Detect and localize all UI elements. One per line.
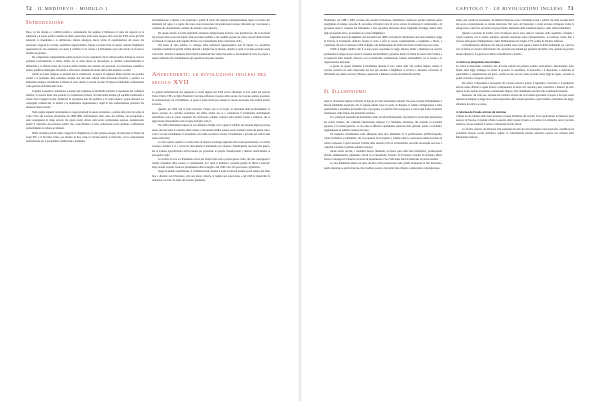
paragraph: Per evitare il dispotismo è necessario che il potere arresti il potere: il legislativo, l'esecutivo e il giudiziario devono essere affidati a organi diversi e indipendenti, in modo che ciascuno possa controllare e limitare gli altri. Questa teoria, ispirata al modello costituzionale inglese, ebbe un'influenza enorme sulle costituzioni moderne. bbox=[456, 81, 574, 94]
paragraph: Anche sul piano religioso le tensioni non si esauriscono: le guerre di religione hanno lasciato una pesante eredità e il problema della tolleranza diventa uno dei temi centrali della riflessione filosofica e politica. Le minoranze religiose rivendicano la libertà di culto, mentre i sovrani cercano di imporre l'uniformità confessionale come garanzia dell'unità dello Stato. bbox=[26, 72, 144, 89]
left-running-title: IL MEDIOEVO · MODULO 1 bbox=[37, 6, 108, 11]
paragraph: La critica al dispotismo costituisce uno dei temi centrali del pensiero politico settecentesco. Montesquieu, nello Spirito delle leggi, distingue tre forme di governo: la repubblica, la monarchia e il dispotismo, e individua in quest'ultimo la degenerazione più grave, poiché in esso un solo uomo governa senza leggi né regole, secondo la propria volontà e il proprio capriccio. bbox=[456, 64, 574, 81]
paragraph: Finalmente, nel 1688 e 1689, avvenne una seconda rivoluzione, denominata «Gloriosa» perché realizzata senza spargimento di sangue. Giacomo II, succeduto al fratello Carlo II, aveva cercato di restaurare il cattolicesimo e di governare senza il consenso del Parlamento. I suoi oppositori invitarono allora Guglielmo d'Orange, marito della figlia protestante del re, ad assumere la corona d'Inghilterra. bbox=[324, 19, 442, 35]
paragraph: L'ideale di una riforma dello Stato attraverso l'azione illuminata del sovrano trovò applicazione in numerosi paesi europei. In Toscana, il granduca Pietro Leopoldo abolì la pena di morte e la tortura; in Lombardia, sotto il governo austriaco, furono realizzati il catasto e importanti riforme fiscali. bbox=[456, 114, 574, 127]
paragraph: Un momento fondamentale nella diffusione delle idee illuministe fu la pubblicazione dell'Enciclopedia, curata da Diderot e d'Alembert, che si proponeva di raccogliere e ordinare tutte le conoscenze umane secondo un criterio razionale. L'opera incontrò l'ostilità delle autorità civili ed ecclesiastiche, ma ebbe un enorme successo e contribuì a formare l'opinione pubblica europea. bbox=[324, 133, 442, 149]
paragraph: Le grandi trasformazioni che segnarono la storia inglese del XVII secolo affondano le loro radici nel periodo Tudor. Enrico VIII e la figlia Elisabetta I avevano rafforzato il potere della corona, ma avevano sempre governato in collaborazione con il Parlamento, al quale si erano rivolti per ottenere le risorse necessarie alla politica interna ed estera. bbox=[152, 90, 270, 107]
right-running-title: CAPITOLO 7 · LE RIVOLUZIONI INGLESI bbox=[456, 6, 563, 11]
right-header-rule bbox=[324, 14, 574, 15]
section-heading-introduction: Introduzione bbox=[26, 19, 64, 26]
paragraph: Quando il governo di Londra cercò di imporre nuove tasse senza il consenso delle assemblee coloniali, i coloni reagirono con il celebre principio «nessuna tassazione senza rappresentanza». La tensione crebbe fino a sfociare nella guerra d'indipendenza e nella Dichiarazione del 4 luglio 1776, redatta da Thomas Jefferson. bbox=[456, 31, 574, 43]
left-running-head bbox=[26, 6, 108, 12]
paragraph: Per questo motivo le forme giuridiche assumono un'importanza decisiva: esse garantiscono che le decisioni del sovrano siano prese nel rispetto delle procedure stabilite e che i sudditi possano far valere i propri diritti davanti ai tribunali. Il principio della legalità diventa così il fondamento della convivenza civile. bbox=[152, 31, 270, 43]
paragraph: Dal punto di vista politico, lo sviluppo delle istituzioni rappresentative non fu lineare. Le assemblee conobbero momenti di grande vitalità alternati a lunghe fasi di silenzio, durante le quali il sovrano governò senza convocarle. Tuttavia la memoria delle libertà tradizionali non venne mai meno e, nei momenti di crisi, fu proprio a queste tradizioni che si richiamarono gli oppositori del potere assoluto. bbox=[152, 44, 270, 60]
left-page-number: 72 bbox=[26, 7, 33, 12]
paragraph: Dopo la crisi interna e i conflitti politici e costituzionali che segnano il Medioevo, il tema dei rapporti tra le istituzioni e il potere politico assume un rilievo particolare nella storia europea. Nel corso del XVII secolo gli Stati nazionali si consolidano e si definiscono, mentre emergono nuove forme di organizzazione del potere che investono i rapporti tra sovrano, assemblee rappresentative, Chiese e società civile. In questo contesto l'Inghilterra rappresenta un caso esemplare, nel quale il conflitto tra la corona e il Parlamento porta alla nascita di un nuovo modello di governo. bbox=[26, 31, 144, 55]
right-page-number: 73 bbox=[567, 7, 574, 12]
paragraph: Il quadro economico contribuisce a rendere più complesse le dinamiche politiche. L'espansione dei commerci atlantici, la crescita delle città portuali e la formazione di nuovi ceti mercantili alterano gli equilibri tradizionali e creano nuovi soggetti sociali, desiderosi di partecipare alla vita pubblica e di veder tutelati i propri interessi. Le compagnie commerciali, le banche e le manifatture rappresentano i segni di una trasformazione profonda che interessa l'intera società. bbox=[26, 89, 144, 110]
right-column-a bbox=[324, 19, 442, 395]
left-column-a bbox=[26, 19, 144, 395]
paragraph: Rousseau, dal canto suo, sostiene nel Contratto sociale che la sovranità appartiene al popolo e non può essere alienata né delegata; la legge deve essere espressione della volontà generale e ogni cittadino, obbedendo alla legge, obbedisce in realtà a se stesso. bbox=[456, 94, 574, 106]
paragraph: La Dichiarazione affermava che tutti gli uomini sono creati uguali e dotati di diritti inalienabili, tra i quali la vita, la libertà e la ricerca della felicità; che i governi sono istituiti per garantire tali diritti e che, quando un governo diventa dispotico, il popolo ha il diritto di modificarlo o abolirlo. bbox=[456, 44, 574, 56]
paragraph: Anche alcuni sovrani, i cosiddetti despoti illuminati, accolsero parte delle idee riformatrici, promuovendo riforme amministrative, giudiziarie, fiscali ed ecclesiastiche. Federico II di Prussia, Caterina II di Russia, Maria Teresa e Giuseppe II d'Austria cercarono di modernizzare i loro Stati senza tuttavia rinunciare al potere assoluto. bbox=[324, 149, 442, 162]
paragraph: A partire da questo momento il Parlamento divenne il vero centro della vita politica inglese, mentre il sovrano conservò un ruolo importante ma non più assoluto. L'Inghilterra si avviava a diventare il modello di riferimento per quanti, nel resto d'Europa, aspiravano a limitare il potere dei monarchi assoluti. bbox=[324, 65, 442, 77]
paragraph: Tra i principali esponenti del movimento vanno ricordati Montesquieu, che elaborò la teoria della separazione dei poteri; Voltaire, che combatté l'intolleranza religiosa e il fanatismo; Rousseau, che sostenne la sovranità popolare e la volontà generale. Le loro idee si diffusero rapidamente attraverso libri, giornali, salotti e accademie, raggiungendo un pubblico sempre più vasto. bbox=[324, 116, 442, 132]
section-heading-antecedents: Antecedenti: le rivoluzioni inglesi del secolo XVII bbox=[152, 70, 268, 86]
paragraph: Le riforme, tuttavia, incontrarono forti resistenze da parte dei ceti privilegiati e non riuscirono a modificare in profondità l'assetto sociale dell'antico regime: le contraddizioni irrisolte sarebbero esplose con violenza nella Rivoluzione francese. bbox=[456, 127, 574, 139]
left-column-b bbox=[152, 19, 270, 395]
paragraph: Quando, nel 1603, salì al trono Giacomo I Stuart, già re di Scozia, la situazione mutò profondamente. Il nuovo sovrano era convinto sostenitore del diritto divino dei re e considerava il Parlamento un'istituzione subordinata, priva di poteri autonomi. Ne derivarono continui contrasti sulla materia fiscale e religiosa, che si aggravarono ulteriormente sotto il regno del figlio Carlo I. bbox=[152, 107, 270, 124]
paragraph: Infine verranno presi in esame i rapporti tra l'Inghilterra e le altre potenze europee, in particolare la Francia di Luigi XIV e le Province Unite, per mettere in luce come le vicende interne si intreccino con la competizione internazionale per il predominio commerciale e marittimo. bbox=[26, 131, 144, 143]
paragraph: Seguì un periodo repubblicano, il Commonwealth, durante il quale Cromwell assunse poteri sempre più ampi fino a divenire Lord Protettore. Alla sua morte, tuttavia, il regime non sopravvisse e nel 1660 la monarchia fu restaurata con Carlo II, figlio del sovrano giustiziato. bbox=[152, 170, 270, 182]
right-column-b bbox=[456, 19, 574, 395]
left-header-rule bbox=[26, 14, 276, 15]
paragraph: anche, una colonia in evoluzione, documenta l'interesse verso i fenomeni sociali e politici che nella seconda metà del secolo caratterizzarono le colonie americane. Nel corso del Settecento i coloni avevano sviluppato forme di autogoverno e una forte coscienza dei propri diritti, alimentata dalla tradizione inglese e dalla cultura illuminista. bbox=[456, 19, 574, 31]
paragraph: Nelle pagine seguenti ricostruiremo le tappe principali di questa evoluzione, a partire dalla crisi del regno di Carlo I fino alla Gloriosa rivoluzione del 1688-1689, soffermandoci sulle cause del conflitto, sui protagonisti e sulle conseguenze di lungo periodo che questi eventi ebbero sulla storia costituzionale europea. Analizzeremo inoltre il contributo dei pensatori politici che, come Hobbes e Locke, elaborarono teorie destinate a influenzare profondamente la cultura occidentale. bbox=[26, 110, 144, 131]
subheading-critique-despotism: A critica ao despotismo das tiranias bbox=[456, 59, 500, 64]
paragraph: Nel 1628 il Parlamento impose al re la Petition of Right, con la quale si stabiliva che nessuna imposta potesse essere riscossa senza il consenso delle Camere e che nessun suddito potesse essere arrestato senza una giusta causa. Carlo I accettò formalmente il documento, ma l'anno successivo sciolse il Parlamento e governò per undici anni senza convocarlo. bbox=[152, 124, 270, 140]
paragraph: La crisi esplose quando il sovrano tentò di imporre la liturgia anglicana alla Scozia presbiteriana. La rivolta scozzese costrinse il re a convocare nuovamente il Parlamento per ottenere i finanziamenti necessari alla guerra, ma le Camere approfittarono dell'occasione per presentare le proprie rivendicazioni e limitare drasticamente le prerogative regie. bbox=[152, 141, 270, 157]
paragraph: Per comprendere adeguatamente questi processi occorre considerare che la cultura politica dell'epoca conosce profonde trasformazioni: il diritto divino dei re viene messo in discussione, le dottrine contrattualistiche si diffondono e si afferma l'idea che il potere debba fondarsi sul consenso dei governati. La rivoluzione scientifica, inoltre, modifica l'immagine del mondo e offre nuovi strumenti di analisi della realtà naturale e sociale. bbox=[26, 56, 144, 72]
paragraph: Le idee illuministe ebbero un ruolo decisivo nella preparazione delle grandi rivoluzioni di fine Settecento, quella americana e quella francese, che avrebbero posto le basi dello Stato liberale e democratico contemporaneo. bbox=[324, 162, 442, 170]
paragraph: Lo scontro tra il re e il Parlamento sfociò nel 1642 in una vera e propria guerra civile, che vide contrapposti i realisti, sostenitori della corona, e i parlamentari, tra i quali si distinsero i puritani guidati da Oliver Cromwell. Dopo alterne vicende, l'esercito parlamentare ebbe la meglio e nel 1649 Carlo I fu processato e giustiziato. bbox=[152, 157, 270, 170]
right-page bbox=[300, 0, 600, 401]
paragraph: documentazione, e mirano a far perpetuare i quadri di valori che tengono permanentemente legato il sovrano alle istituzioni del regno. Le regole che erano state riconosciute dai predecessori restano vincolanti per i successori e costituiscono un patrimonio comune che nessun re può ignorare. bbox=[152, 19, 270, 31]
paragraph: Guglielmo sbarcò in Inghilterra nel novembre del 1688 e Giacomo II, abbandonato dai suoi sostenitori, fuggì in Francia. Il Parlamento dichiarò vacante il trono e offrì la corona congiuntamente a Guglielmo e Maria, a condizione che essi accettassero il Bill of Rights, una dichiarazione dei diritti che fissava i limiti del potere regio. bbox=[324, 35, 442, 48]
right-running-head bbox=[456, 6, 574, 12]
paragraph: Il Bill of Rights stabiliva che il re non poteva sospendere le leggi, imporre tributi o mantenere un esercito permanente in tempo di pace senza il consenso del Parlamento; garantiva inoltre la libertà di parola nelle Camere e la regolarità delle elezioni. Nasceva così la monarchia costituzionale, fondata sull'equilibrio tra la corona e la rappresentanza nazionale. bbox=[324, 48, 442, 64]
subheading-state-reform: A reforma do Estado através da reforma bbox=[456, 109, 506, 114]
paragraph: Dopo la rivoluzione inglese si affermò in Europa un vasto movimento culturale che prese il nome di Illuminismo. I filosofi illuministi ritenevano che la ragione umana fosse in grado di dissipare le tenebre dell'ignoranza e della superstizione e di guidare gli uomini verso il progresso e la felicità. Essi sottoposero a critica ogni forma di autorità tradizionale, dalla Chiesa alla monarchia assoluta. bbox=[324, 99, 442, 116]
section-heading-enlightenment: Il Illuminismo bbox=[324, 87, 367, 95]
